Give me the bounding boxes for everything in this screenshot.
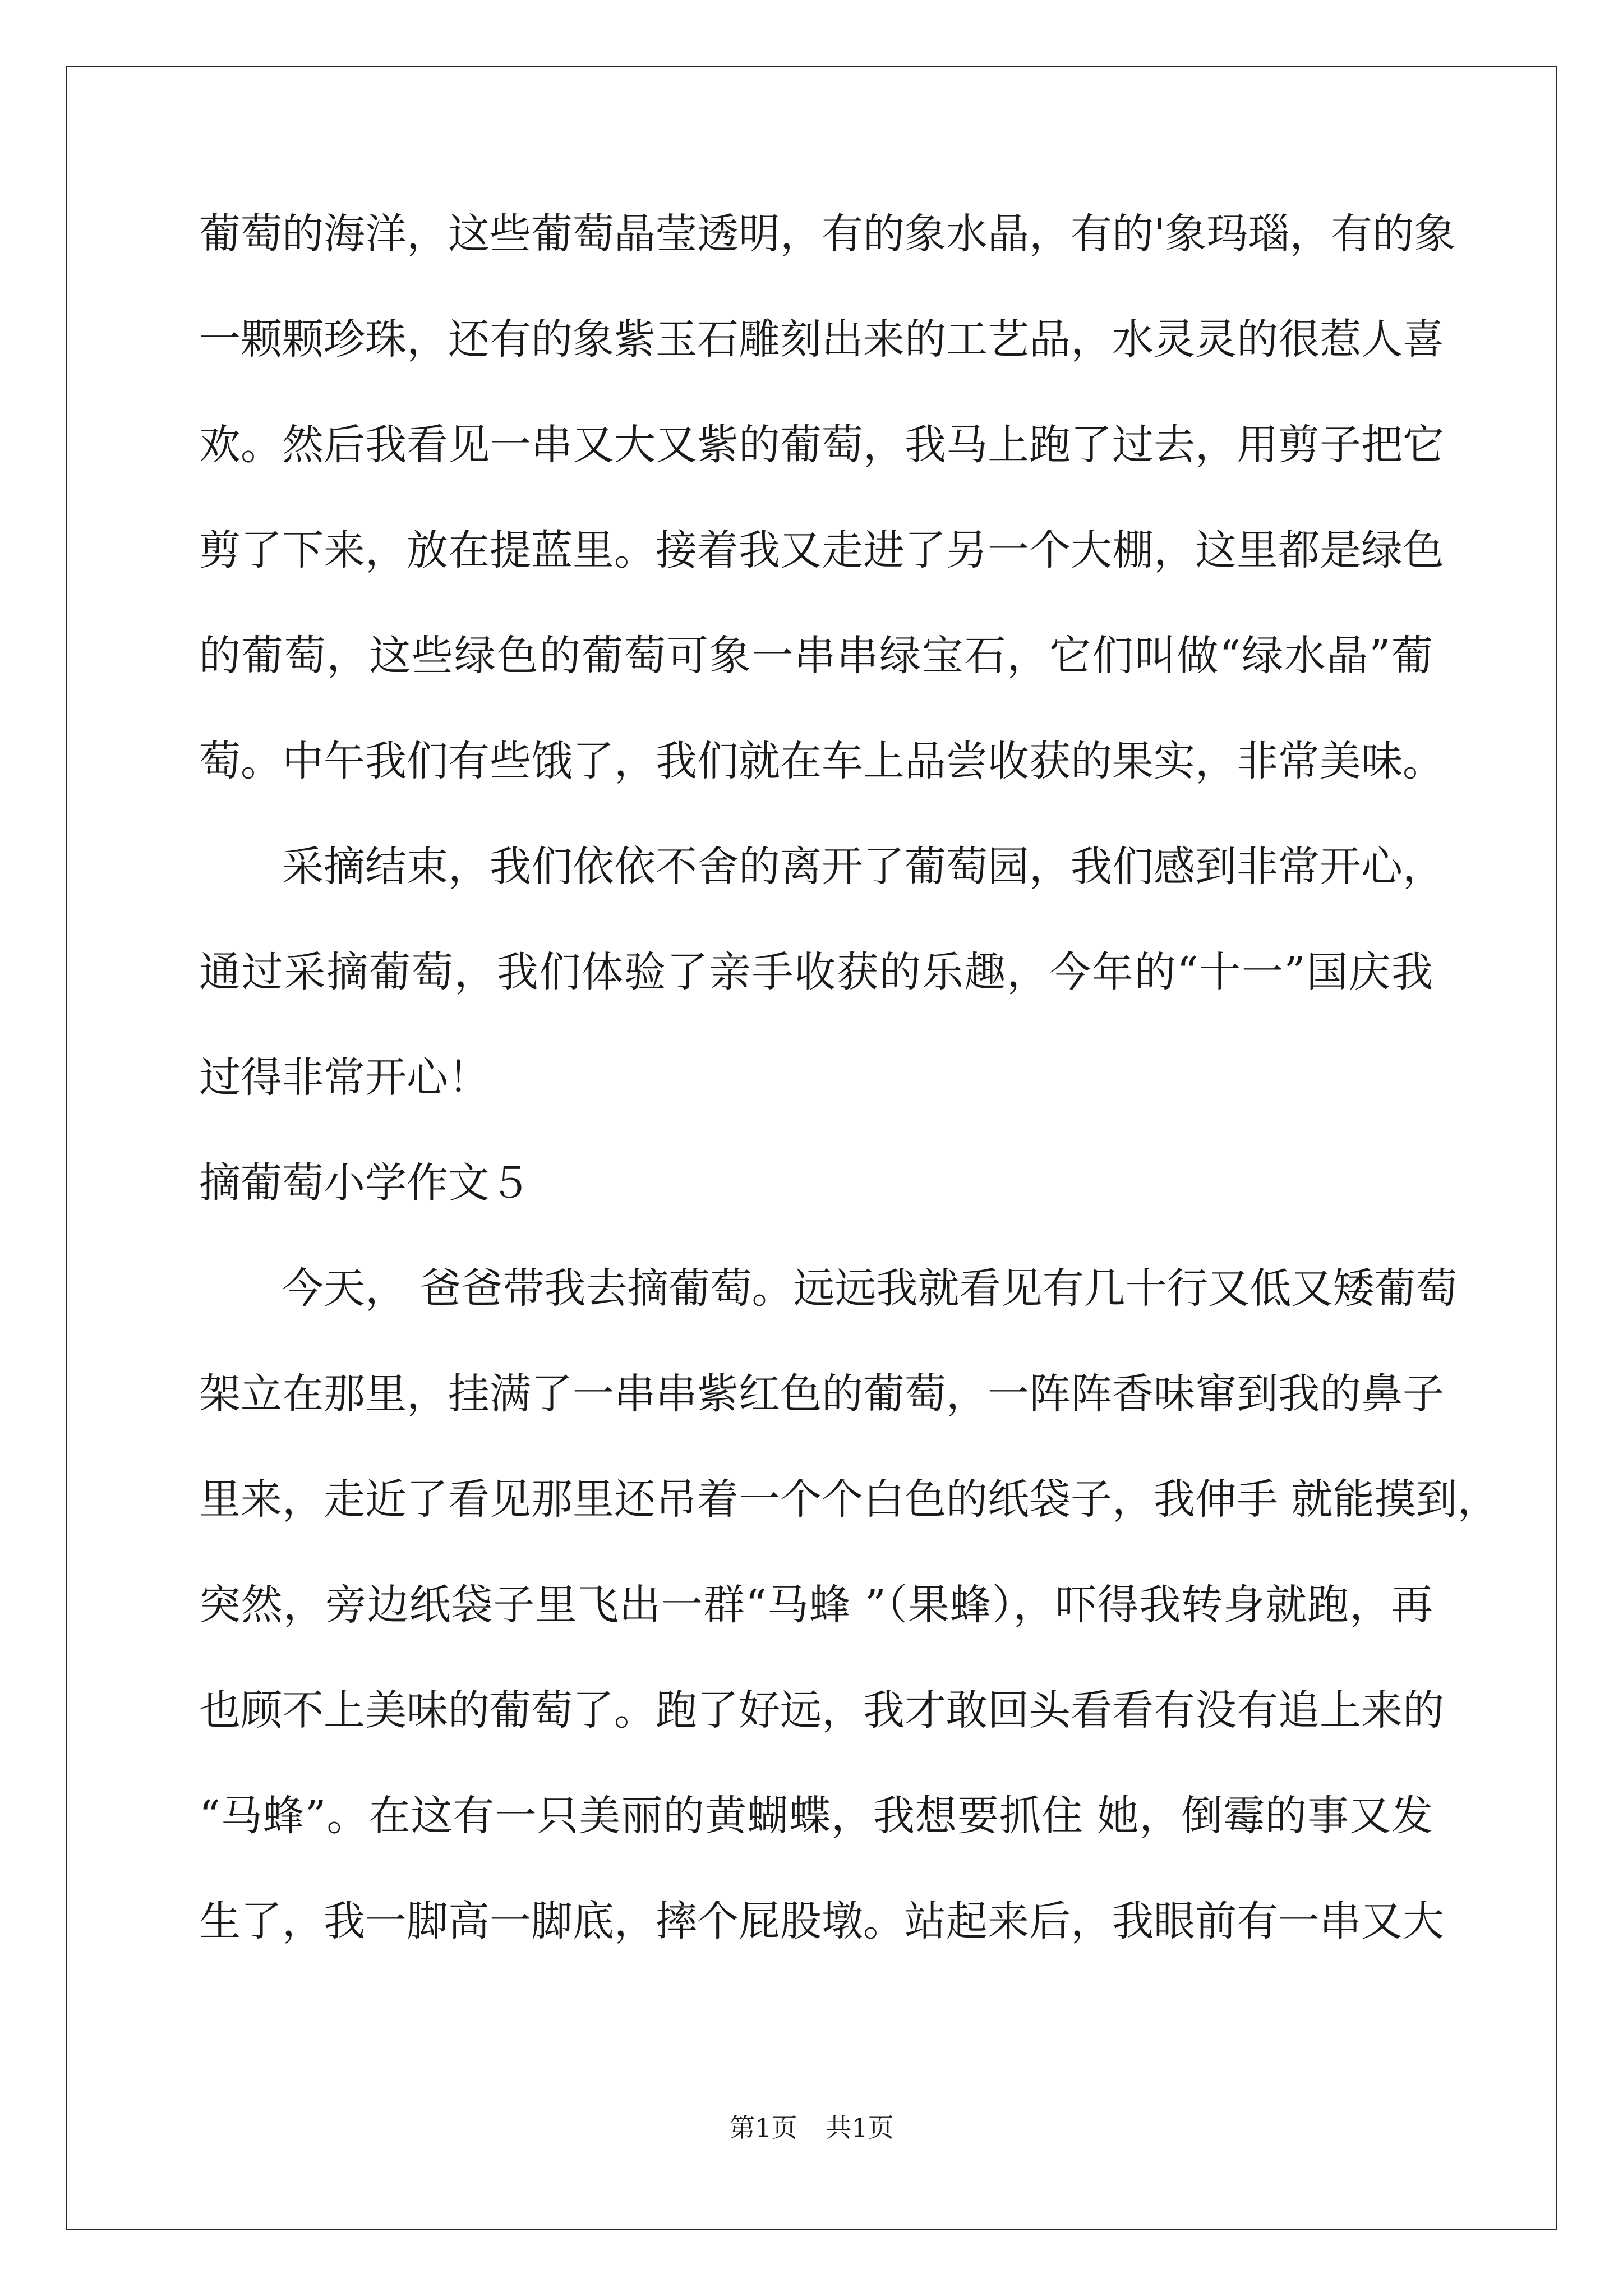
text-line: 架立在那里，挂满了一串串紫红色的葡萄，一阵阵香味窜到我的鼻子 [199,1370,1444,1418]
paragraph-3 [199,1264,1499,1945]
text-line: “马蜂”。在这有一只美丽的黄蝴蝶，我想要抓住 她，倒霉的事又发 [199,1792,1433,1840]
section-heading: 摘葡萄小学作文５ [199,1159,531,1207]
text-line: 采摘结束，我们依依不舍的离开了葡萄园，我们感到非常开心， [282,843,1444,891]
text-line: 葡萄的海洋，这些葡萄晶莹透明，有的象水晶，有的'象玛瑙，有的象 [199,210,1456,258]
text-line: 突然，旁边纸袋子里飞出一群“马蜂 ”（果蜂），吓得我转身就跑，再 [199,1581,1433,1629]
text-line: 过得非常开心！ [199,1053,490,1102]
paragraph-1 [199,210,1456,785]
text-line: 萄。中午我们有些饿了，我们就在车上品尝收获的果实，非常美味。 [199,737,1444,785]
page-footer [0,2115,1623,2141]
page-total: 共1页 [826,2113,894,2143]
paragraph-2 [199,843,1444,1102]
page-number: 第1页 [729,2113,797,2143]
text-line: 里来，走近了看见那里还吊着一个个白色的纸袋子，我伸手 就能摸到， [199,1475,1499,1524]
text-line: 欢。然后我看见一串又大又紫的葡萄，我马上跑了过去，用剪子把它 [199,421,1444,469]
text-line: 一颗颗珍珠，还有的象紫玉石雕刻出来的工艺品，水灵灵的很惹人喜 [199,315,1444,364]
text-line: 生了，我一脚高一脚底，摔个屁股墩。站起来后，我眼前有一串又大 [199,1897,1444,1945]
text-line: 剪了下来，放在提蓝里。接着我又走进了另一个大棚，这里都是绿色 [199,526,1444,574]
text-line: 也顾不上美味的葡萄了。跑了好远，我才敢回头看看有没有追上来的 [199,1686,1444,1734]
text-line: 通过采摘葡萄，我们体验了亲手收获的乐趣，今年的“十一”国庆我 [199,948,1433,996]
text-line: 的葡萄，这些绿色的葡萄可象一串串绿宝石，它们叫做“绿水晶”葡 [199,632,1433,680]
document-body [199,210,1499,2006]
text-line: 今天， 爸爸带我去摘葡萄。远远我就看见有几十行又低又矮葡萄 [282,1264,1458,1313]
